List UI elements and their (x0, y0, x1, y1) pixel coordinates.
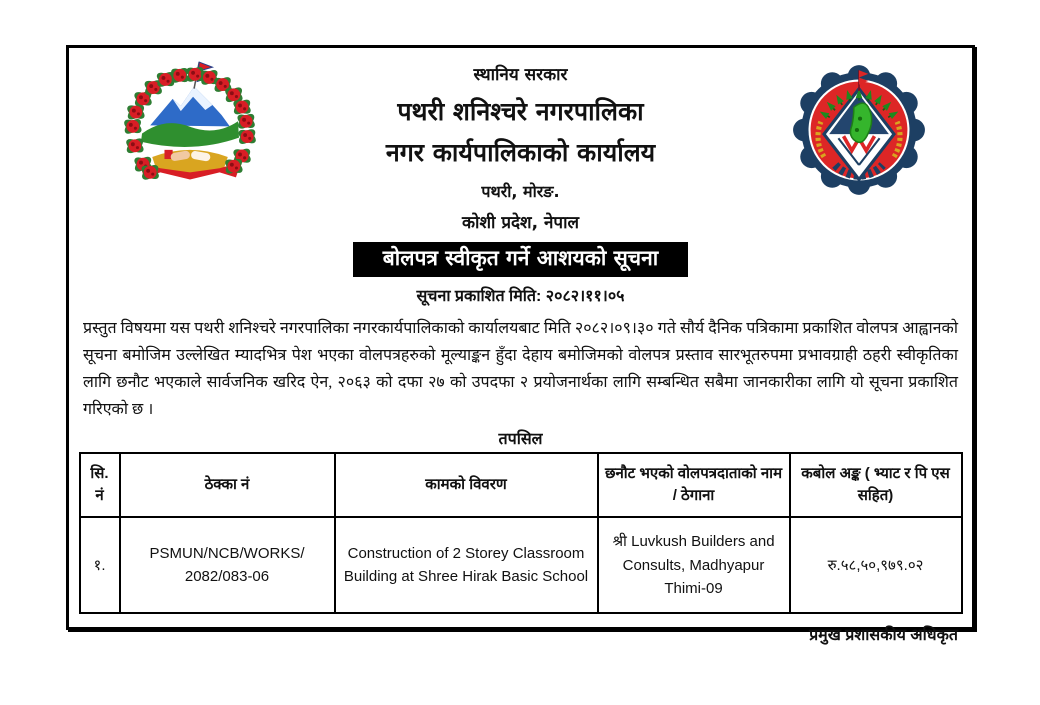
header-government-line: स्थानिय सरकार (473, 65, 568, 85)
notice-body-paragraph: प्रस्तुत विषयमा यस पथरी शनिश्चरे नगरपालिका नगरकार्यपालिकाको कार्यालयबाट मिति २०८२।०९।३० गते सौर्य दैनिक पत्रिकामा प्रकाशित वोलपत्र आह्वानको सूचना बमोजिम उल्लेखित म्यादभित्र पेश भएका वोलपत्रहरुको मूल्याङ्कन हुँदा देहाय बमोजिमको वोलपत्र प्रस्ताव सारभूतरुपमा प्रभावग्राही ठहरी स्वीकृतिका लागि छनौट भएकाले सार्वजनिक खरिद ऐन, २०६३ को दफा २७ को उपदफा २ प्रयोजनार्थका लागि सम्बन्धित सबैमा जानकारीका लागि यो सूचना प्रकाशित गरिएको छ । (83, 320, 958, 419)
col-header-sn: सि. नं (80, 453, 120, 517)
cell-contract-no: PSMUN/NCB/WORKS/ 2082/083-06 (120, 517, 335, 613)
published-date-line: सूचना प्रकाशित मिति: २०८२।११।०५ (416, 288, 625, 306)
header-office-name: नगर कार्यपालिकाको कार्यालय (385, 138, 656, 167)
header-province: कोशी प्रदेश, नेपाल (462, 213, 579, 233)
nepal-government-emblem-logo (113, 58, 267, 206)
municipality-seal-logo (792, 62, 926, 198)
cell-bidder-name: श्री Luvkush Builders and Consults, Madhyapur Thimi-09 (598, 517, 790, 613)
col-header-bidder-name: छनौट भएको वोलपत्रदाताको नाम / ठेगाना (598, 453, 790, 517)
cell-work-description: Construction of 2 Storey Classroom Building at Shree Hirak Basic School (335, 517, 598, 613)
table-header-row (80, 453, 962, 517)
table-row (80, 517, 962, 613)
cell-sn: १. (80, 517, 120, 613)
cell-quoted-amount: रु.५८,५०,९७९.०२ (790, 517, 962, 613)
document-frame (66, 45, 975, 645)
header-address: पथरी, मोरङ. (481, 182, 560, 201)
col-header-contract-no: ठेक्का नं (120, 453, 335, 517)
tender-table (79, 452, 963, 614)
notice-title-row (69, 242, 972, 277)
notice-title-banner: बोलपत्र स्वीकृत गर्ने आशयको सूचना (353, 242, 688, 277)
col-header-work-description: कामको विवरण (335, 453, 598, 517)
col-header-quoted-amount: कबोल अङ्क ( भ्याट र पि एस सहित) (790, 453, 962, 517)
signature-title: प्रमुख प्रशासकीय अधिकृत (809, 627, 958, 645)
tapasil-heading: तपसिल (498, 431, 543, 449)
header-municipality-name: पथरी शनिश्चरे नगरपालिका (397, 97, 644, 126)
